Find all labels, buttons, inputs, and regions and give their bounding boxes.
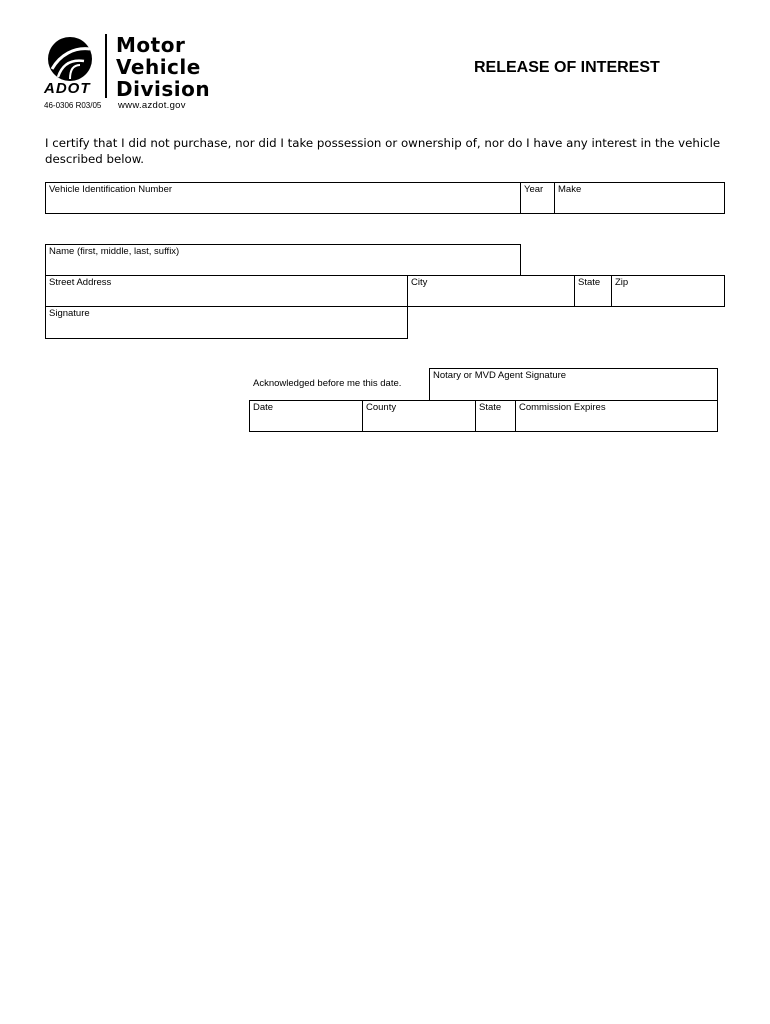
city-field[interactable] [407,275,575,307]
signature-field[interactable] [45,306,408,339]
year-field[interactable] [520,182,555,214]
notary-date-field[interactable] [249,400,363,432]
logo-line-division: Division [116,77,211,101]
notary-state-label: State [479,402,502,413]
vin-field[interactable] [45,182,521,214]
zip-field[interactable] [611,275,725,307]
state-field[interactable] [574,275,612,307]
adot-wordmark: ADOT [44,80,91,97]
notary-date-label: Date [253,402,274,413]
name-label: Name (first, middle, last, suffix) [49,246,180,257]
notary-signature-field[interactable] [429,368,718,401]
state-label: State [578,277,601,288]
street-address-field[interactable] [45,275,408,307]
commission-expires-field[interactable] [515,400,718,432]
notary-county-label: County [366,402,397,413]
signature-label: Signature [49,308,90,319]
vin-label: Vehicle Identification Number [49,184,173,195]
city-label: City [411,277,428,288]
make-label: Make [558,184,582,195]
notary-state-field[interactable] [475,400,516,432]
name-field[interactable] [45,244,521,276]
logo-divider [105,34,107,98]
make-field[interactable] [554,182,725,214]
commission-expires-label: Commission Expires [519,402,606,413]
page-title: RELEASE OF INTEREST [474,59,660,76]
street-address-label: Street Address [49,277,112,288]
website-link[interactable]: www.azdot.gov [118,100,186,111]
form-number: 46-0306 R03/05 [44,101,102,110]
logo-line-motor: Motor [116,33,186,57]
notary-county-field[interactable] [362,400,476,432]
zip-label: Zip [615,277,629,288]
notary-signature-label: Notary or MVD Agent Signature [433,370,567,381]
certification-statement: I certify that I did not purchase, nor did I take possession or ownership of, nor do I have any interest in the vehicle described below. [45,136,721,166]
year-label: Year [524,184,544,195]
logo-line-vehicle: Vehicle [116,55,201,79]
acknowledged-text: Acknowledged before me this date. [253,378,402,389]
